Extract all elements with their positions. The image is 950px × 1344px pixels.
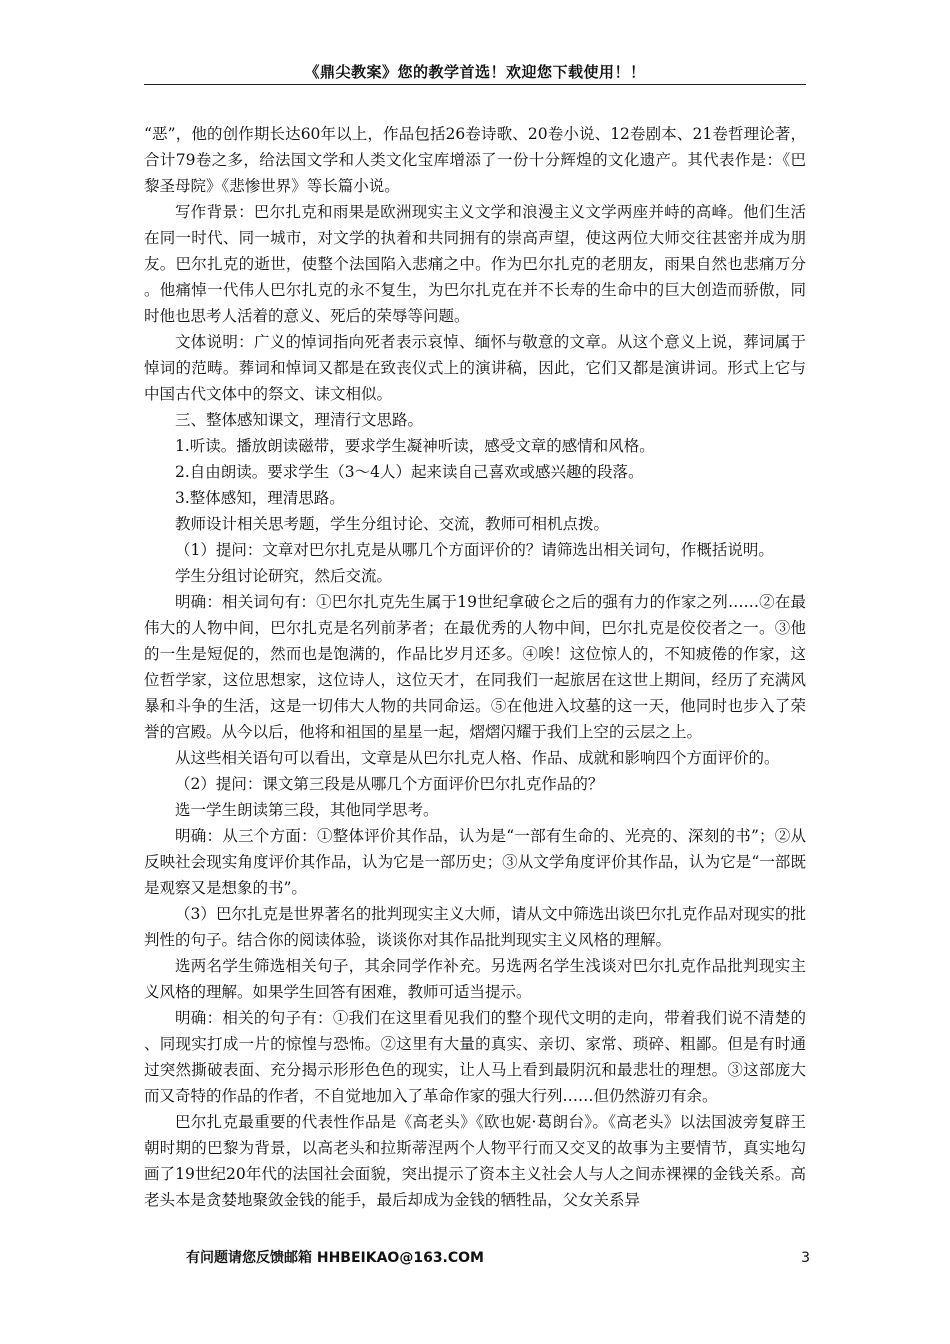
paragraph: 巴尔扎克最重要的代表性作品是《高老头》《欧也妮·葛朗台》。《高老头》以法国波旁复辟王朝时期的巴黎为背景，以高老头和拉斯蒂涅两个人物平行而又交叉的故事为主要情节，真实地勾画了19世纪20年代的法国社会面貌，突出提示了资本主义社会人与人之间赤裸裸的金钱关系。高老头本是贪婪地聚敛金钱的能手，最后却成为金钱的牺牲品，父女关系异 xyxy=(144,1113,806,1209)
paragraph: 从这些相关语句可以看出，文章是从巴尔扎克人格、作品、成就和影响四个方面评价的。 xyxy=(175,749,780,767)
paragraph: 1.听读。播放朗读磁带，要求学生凝神听读，感受文章的感情和风格。 xyxy=(175,437,655,455)
page-header: 《鼎尖教案》您的教学首选！欢迎您下载使用！！ xyxy=(304,63,646,81)
document-body xyxy=(144,121,806,1213)
answer-paragraph: 明确：相关的句子有：①我们在这里看见我们的整个现代文明的走向，带着我们说不清楚的、同现实打成一片的惊惶与恐怖。②这里有大量的真实、亲切、家常、琐碎、粗鄙。但是有时通过突然撕破表面、充分揭示形形色色的现实，让人马上看到最阴沉和最悲壮的理想。③这部庞大而又奇特的作品的作者，不自觉地加入了革命作家的强大行列……但仍然游刃有余。 xyxy=(144,1009,806,1105)
paragraph: 教师设计相关思考题，学生分组讨论、交流，教师可相机点拨。 xyxy=(175,515,610,533)
paragraph: 学生分组讨论研究，然后交流。 xyxy=(175,567,393,585)
paragraph: 选一学生朗读第三段，其他同学思考。 xyxy=(175,801,439,819)
question-paragraph: （1）提问：文章对巴尔扎克是从哪几个方面评价的？请筛选出相关词句，作概括说明。 xyxy=(175,541,774,559)
paragraph: 选两名学生筛选相关句子，其余同学作补充。另选两名学生浅谈对巴尔扎克作品批判现实主义风格的理解。如果学生回答有困难，教师可适当提示。 xyxy=(144,957,806,1001)
question-paragraph: （2）提问：课文第三段是从哪几个方面评价巴尔扎克作品的？ xyxy=(175,775,604,793)
paragraph: “恶”，他的创作期长达60年以上，作品包括26卷诗歌、20卷小说、12卷剧本、21卷哲理论著，合计79卷之多，给法国文学和人类文化宝库增添了一份十分辉煌的文化遗产。其代表作是：《巴黎圣母院》《悲惨世界》等长篇小说。 xyxy=(144,125,806,195)
paragraph: 写作背景：巴尔扎克和雨果是欧洲现实主义文学和浪漫主义文学两座并峙的高峰。他们生活在同一时代、同一城市，对文学的执着和共同拥有的崇高声望，使这两位大师交往甚密并成为朋友。巴尔扎克的逝世，使整个法国陷入悲痛之中。作为巴尔扎克的老朋友，雨果自然也悲痛万分。他痛悼一代伟人巴尔扎克的永不复生，为巴尔扎克在并不长寿的生命中的巨大创造而骄傲，同时他也思考人活着的意义、死后的荣辱等问题。 xyxy=(144,203,806,325)
paragraph: 文体说明：广义的悼词指向死者表示哀悼、缅怀与敬意的文章。从这个意义上说，葬词属于悼词的范畴。葬词和悼词又都是在致丧仪式上的演讲稿，因此，它们又都是演讲词。形式上它与中国古代文体中的祭文、诔文相似。 xyxy=(144,333,806,403)
section-heading: 三、整体感知课文，理清行文思路。 xyxy=(175,411,424,429)
footer-feedback-email: 有问题请您反馈邮箱 HHBEIKAO@163.COM xyxy=(186,1250,484,1266)
question-paragraph: （3）巴尔扎克是世界著名的批判现实主义大师，请从文中筛选出谈巴尔扎克作品对现实的批判性的句子。结合你的阅读体验，谈谈你对其作品批判现实主义风格的理解。 xyxy=(144,905,806,949)
answer-paragraph: 明确：从三个方面：①整体评价其作品，认为是“一部有生命的、光亮的、深刻的书”；②从反映社会现实角度评价其作品，认为它是一部历史；③从文学角度评价其作品，认为它是“一部既是观察又是想象的书”。 xyxy=(144,827,806,897)
paragraph: 3.整体感知，理清思路。 xyxy=(175,489,345,507)
header-divider xyxy=(144,84,806,85)
answer-paragraph: 明确：相关词句有：①巴尔扎克先生属于19世纪拿破仑之后的强有力的作家之列……②在最伟大的人物中间，巴尔扎克是名列前茅者；在最优秀的人物中间，巴尔扎克是佼佼者之一。③他的一生是短促的，然而也是饱满的，作品比岁月还多。④唉！这位惊人的，不知疲倦的作家，这位哲学家，这位思想家，这位诗人，这位天才，在同我们一起旅居在这世上期间，经历了充满风暴和斗争的生活，这是一切伟大人物的共同命运。⑤在他进入坟墓的这一天，他同时也步入了荣誉的宫殿。从今以后，他将和祖国的星星一起，熠熠闪耀于我们上空的云层之上。 xyxy=(144,593,806,741)
paragraph: 2.自由朗读。要求学生（3～4人）起来读自己喜欢或感兴趣的段落。 xyxy=(175,463,644,481)
page-number: 3 xyxy=(801,1250,810,1266)
